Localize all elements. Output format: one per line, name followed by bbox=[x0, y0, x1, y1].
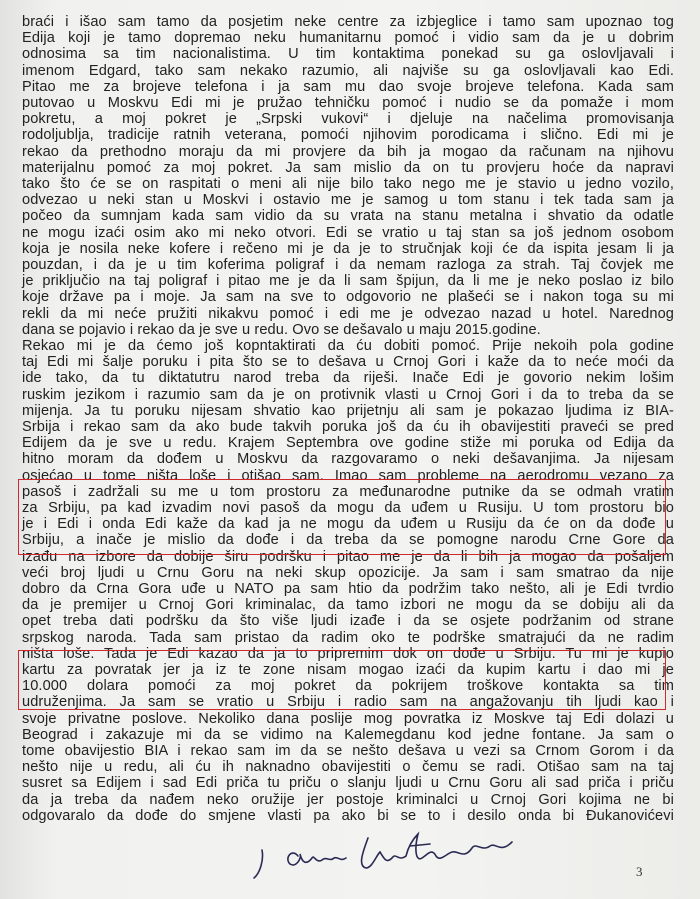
text-line: pokretu, a moj pokret je „Srpski vukovi“ i djeluje na načelima promovisanja bbox=[22, 111, 674, 128]
text-line: rodoljublja, tradicije ratnih veterana, pomoći njihovim porodicama i slično. Edi mi je bbox=[22, 127, 674, 144]
text-line: rekli da mi neće pružiti nikakvu pomoć i edi me je odvezao nazad u hotel. Narednog bbox=[22, 305, 674, 322]
text-line: Edija koji je tamo dopremao neku humanitarnu pomoć i vidio sam da je u dobrim bbox=[22, 30, 674, 47]
text-line: ide tako, da tu diktatutru narod treba da riješi. Inače Edi je govorio nekim lošim bbox=[22, 370, 674, 387]
text-line: osjećao u tome ništa loše i otišao sam. Imao sam probleme na aerodromu vezano za bbox=[22, 467, 674, 484]
text-line: koja je nosila neke kofere i rečeno mi je da je to stručnjak koji će da ispita jesam li ja bbox=[22, 240, 674, 257]
text-line: Edijem da je sve u redu. Krajem Septembra ove godine stiže mi poruka od Edija da bbox=[22, 435, 674, 452]
text-line: tome obavijestio BIA i rekao sam im da se nešto dešava u vezi sa Crnom Gorom i da bbox=[22, 743, 674, 759]
text-line: hitno moram da dođem u Moskvu da razgovaramo o neki dešavanjima. Ja nijesam bbox=[22, 451, 674, 468]
text-line: taj Edi mi šalje poruku i pita što se to dešava u Crnoj Gori i kaže da to neće moći da bbox=[22, 354, 674, 371]
highlight-box-2 bbox=[18, 650, 666, 710]
text-line: pouzdan, i da je u tim koferima poligraf i da nemam razloga za strah. Taj čovjek me bbox=[22, 257, 674, 273]
text-line: odvezao u neki stan u Moskvi i ostavio me je samog u tom stanu i tek tada sam ja bbox=[22, 192, 674, 209]
text-line: je priključio na taj poligraf i pitao me je da li sam špijun, da li me je neko poslao iz bilo bbox=[22, 273, 674, 290]
text-line: izađu na izbore da dobije širu podršku i pitao me je da li bih ja mogao da pošaljem bbox=[22, 548, 674, 565]
text-line: 10.000 dolara pomoći za moj pokret da pokrijem troškove kontakta sa tim bbox=[22, 678, 674, 695]
text-line: Pitao me za brojeve telefona i ja sam mu dao svoje brojeve telefona. Kada sam bbox=[22, 78, 674, 95]
text-line: Rekao mi je da ćemo još kopntaktirati da ću dobiti pomoć. Prije nekoih pola godine bbox=[22, 338, 674, 354]
text-line: da je premijer u Crnoj Gori kriminalac, da tamo izbori ne mogu da se dobiju ali da bbox=[22, 597, 674, 614]
text-line: koje države pa i moje. Ja sam na sve to odgovorio ne plašeći se i nakon toga su mi bbox=[22, 289, 674, 306]
text-line: svoje privatne poslove. Nekoliko dana poslije mog povratka iz Moskve taj Edi dolazi u bbox=[22, 710, 674, 727]
text-line: nešto nije u redu, ali ću ih naknadno obavijestiti o čemu se radi. Otišao sam na taj bbox=[22, 759, 674, 776]
text-line: odgovaralo da dođe do smjene vlasti pa ako bi se to i desilo onda bi Đukanovićevi bbox=[22, 807, 674, 824]
text-line: počeo da sumnjam kada sam vidio da su vrata na stanu metalna i shvatio da odatle bbox=[22, 208, 674, 225]
text-line: Srbija i rekao sam da ako bude takvih poruka još da ću ih obavijestiti praveći se pred bbox=[22, 419, 674, 435]
text-line: ništa loše. Tada je Edi kazao da ja to pripremim dok on dođe u Srbiju. Tu mi je kupio bbox=[22, 645, 674, 662]
text-line: veći broj ljudi u Crnu Goru na neki skup opozicije. Ja sam i sam smatrao da nije bbox=[22, 564, 674, 581]
text-line: da ja treba da nađem neko oružije jer postoje kriminalci u Crnoj Gori kojima ne bi bbox=[22, 791, 674, 808]
text-line: za Srbiju, pa kad izvadim novi pasoš da mogu da uđem u Rusiju. U tom prostoru bio bbox=[22, 500, 674, 516]
text-line: imenom Edgard, tako sam nekako razumio, ali najviše su ga oslovljavali kao Edi. bbox=[22, 62, 674, 79]
text-line: putovao u Moskvu Edi mi je pružao tehničku pomoć i nudio se da pomaže i mom bbox=[22, 95, 674, 111]
text-line: je i Edi i onda Edi kaže da kad ja ne mogu da uđem u Rusiju da će on da dođe u bbox=[22, 516, 674, 533]
text-line: srpskog naroda. Tada sam pristao da radim oko te podrške smatrajući da ne radim bbox=[22, 629, 674, 646]
text-line: braći i išao sam tamo da posjetim neke centre za izbjeglice i tamo sam upoznao tog bbox=[22, 14, 674, 30]
text-line: pasoš i zadržali su me u tom prostoru za međunarodne putnike da se odmah vratim bbox=[22, 483, 674, 500]
text-line: opet treba dati podršku da što više ljudi izađe i da se osjete podržanim od strane bbox=[22, 613, 674, 630]
text-line: materijalnu pomoć za moj pokret. Ja sam mislio da on tu provjeru hoće da napravi bbox=[22, 159, 674, 176]
text-line: mijenja. Ja tu poruku nijesam shvatio kao prijetnju ali sam je pokazao ljudima iz BIA- bbox=[22, 402, 674, 419]
highlight-box-1 bbox=[18, 479, 666, 555]
text-line: odnosima sa tim nacionalistima. U tim kontaktima ponekad su ga oslovljavali i bbox=[22, 46, 674, 63]
text-line: udruženjima. Ja sam se vratio u Srbiju i radio sam na angažovanju tih ljudi kao i bbox=[22, 694, 674, 711]
text-line: ne mogu izaći osim ako mi neko otvori. Edi se vratio u taj stan sa još jednom osobom bbox=[22, 224, 674, 241]
text-line: Srbiju, a inače je mislio da dođe i da treba da se pomogne narodu Crne Gore da bbox=[22, 532, 674, 549]
text-line: Beograd i zakazuje mi da se vidimo na Kalemegdanu kod jedne fontane. Ja sam o bbox=[22, 726, 674, 743]
text-line: rekao da prethodno moraju da mi provjere da bih ja mogao da računam na njihovu bbox=[22, 143, 674, 160]
text-line: kartu za povratak jer ja iz te zone nisam mogao izaći da kupim kartu i dao mi je bbox=[22, 662, 674, 678]
page-number: 3 bbox=[636, 864, 643, 879]
text-line: ruskim jezikom i razumio sam da je on protivnik vlasti u Crnoj Gori i da to treba da se bbox=[22, 386, 674, 403]
text-line: susret sa Edijem i sad Edi priča tu priču o slanju ljudi u Crnu Goru ali sad priča i priču bbox=[22, 775, 674, 792]
text-line: dobro da Crna Gora uđe u NATO pa sam htio da podržim tako nešto, ali je Edi tvrdio bbox=[22, 581, 674, 597]
text-line: tako što će se on raspitati o meni ali nije bilo tako nego me je stavio u jedno vozilo, bbox=[22, 176, 674, 192]
text-line: dana se pojavio i rekao da je sve u redu. Ovo se dešavalo u maju 2015.godine. bbox=[22, 321, 541, 338]
handwritten-signature bbox=[250, 818, 530, 888]
